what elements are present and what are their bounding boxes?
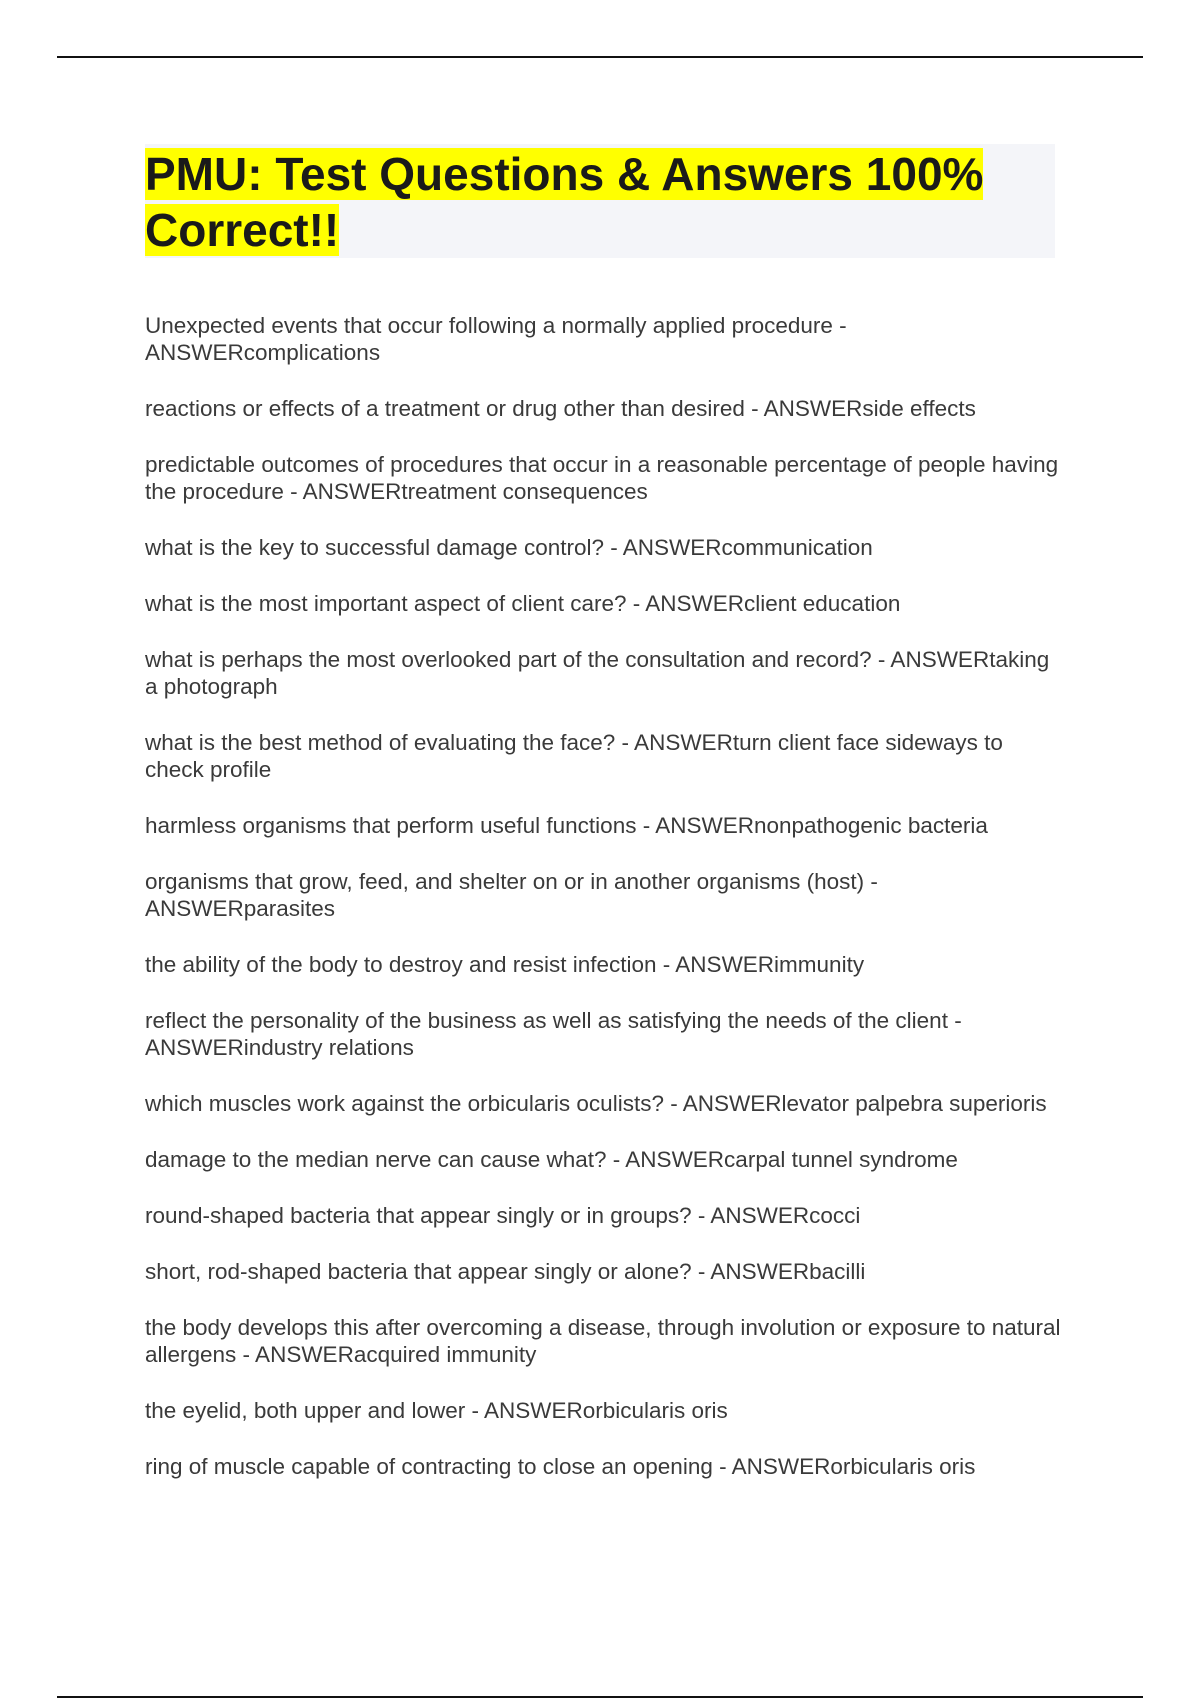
qa-item: which muscles work against the orbicularis oculists? - ANSWERlevator palpebra superioris — [145, 1091, 1047, 1116]
qa-item: what is the most important aspect of client care? - ANSWERclient education — [145, 591, 901, 616]
qa-item: what is the best method of evaluating the face? - ANSWERturn client face sideways to check profile — [145, 730, 1003, 782]
qa-item: what is perhaps the most overlooked part of the consultation and record? - ANSWERtaking a photograph — [145, 647, 1050, 699]
qa-item: the ability of the body to destroy and resist infection - ANSWERimmunity — [145, 952, 865, 977]
qa-item: Unexpected events that occur following a normally applied procedure - ANSWERcomplications — [145, 313, 847, 365]
qa-item: the eyelid, both upper and lower - ANSWERorbicularis oris — [145, 1398, 728, 1423]
title-highlight: PMU: Test Questions & Answers 100% Correct!! — [145, 148, 984, 256]
qa-item: reactions or effects of a treatment or drug other than desired - ANSWERside effects — [145, 396, 976, 421]
qa-item: harmless organisms that perform useful functions - ANSWERnonpathogenic bacteria — [145, 813, 988, 838]
qa-list — [145, 312, 1065, 1509]
bottom-divider — [57, 1696, 1143, 1698]
qa-item: damage to the median nerve can cause what? - ANSWERcarpal tunnel syndrome — [145, 1147, 958, 1172]
qa-item: short, rod-shaped bacteria that appear singly or alone? - ANSWERbacilli — [145, 1259, 866, 1284]
qa-item: the body develops this after overcoming a disease, through involution or exposure to natural allergens - ANSWERacquired immunity — [145, 1315, 1061, 1367]
page-title — [145, 146, 1055, 258]
qa-item: round-shaped bacteria that appear singly or in groups? - ANSWERcocci — [145, 1203, 861, 1228]
qa-item: organisms that grow, feed, and shelter on or in another organisms (host) - ANSWERparasites — [145, 869, 878, 921]
qa-item: predictable outcomes of procedures that occur in a reasonable percentage of people having the procedure - ANSWERtreatment consequences — [145, 452, 1059, 504]
qa-item: ring of muscle capable of contracting to close an opening - ANSWERorbicularis oris — [145, 1454, 976, 1479]
top-divider — [57, 56, 1143, 58]
qa-item: reflect the personality of the business as well as satisfying the needs of the client - ANSWERindustry relations — [145, 1008, 962, 1060]
qa-item: what is the key to successful damage control? - ANSWERcommunication — [145, 535, 873, 560]
